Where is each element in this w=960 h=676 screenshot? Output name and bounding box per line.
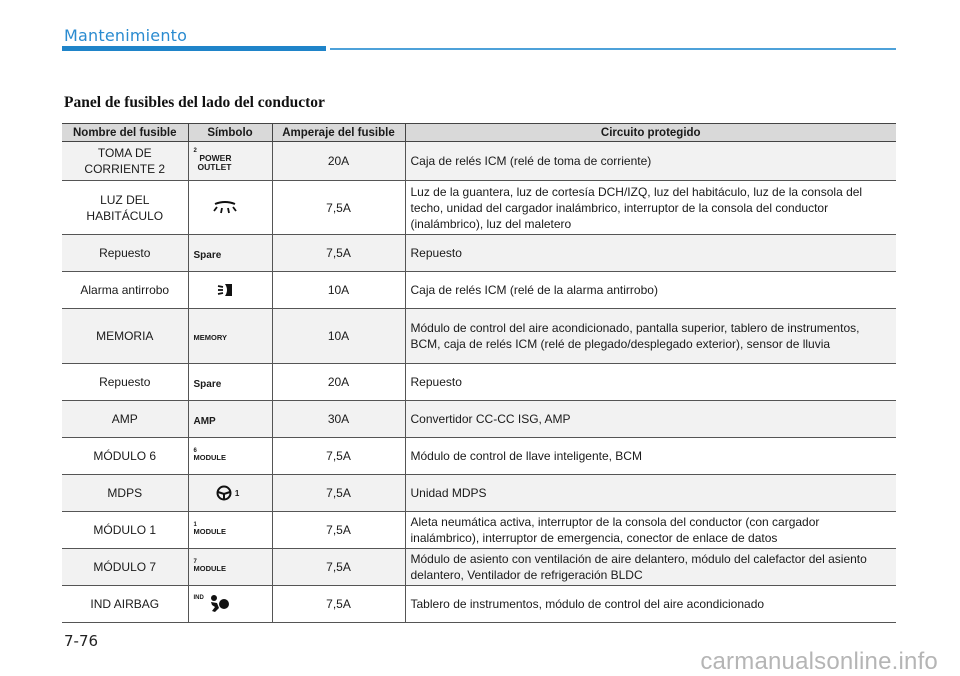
fuse-symbol xyxy=(188,364,272,401)
power-outlet-symbol xyxy=(194,148,232,172)
table-row xyxy=(62,438,896,475)
table-row xyxy=(62,309,896,364)
fuse-circuit: Módulo de asiento con ventilación de aire delantero, módulo del calefactor del asiento delantero, Ventilador de refrigeración BLDC xyxy=(405,549,896,586)
fuse-circuit: Repuesto xyxy=(405,235,896,272)
symbol-superscript: 6 xyxy=(193,448,197,454)
fuse-circuit: Caja de relés ICM (relé de la alarma antirrobo) xyxy=(405,272,896,309)
table-row xyxy=(62,181,896,235)
column-header-symbol: Símbolo xyxy=(188,124,272,142)
fuse-amperage: 7,5A xyxy=(272,181,405,235)
airbag-indicator-icon xyxy=(207,594,231,614)
fuse-amperage: 7,5A xyxy=(272,438,405,475)
table-row xyxy=(62,475,896,512)
fuse-name: MÓDULO 6 xyxy=(62,438,188,475)
symbol-label: POWER OUTLET xyxy=(197,153,232,172)
fuse-symbol xyxy=(188,181,272,235)
fuse-name: IND AIRBAG xyxy=(62,586,188,623)
fuse-symbol xyxy=(188,512,272,549)
fuse-symbol xyxy=(188,475,272,512)
fuse-name: AMP xyxy=(62,401,188,438)
fuse-symbol xyxy=(188,586,272,623)
fuse-symbol xyxy=(188,309,272,364)
symbol-label: MEMORY xyxy=(193,333,227,342)
fuse-symbol xyxy=(188,438,272,475)
fuse-amperage: 7,5A xyxy=(272,512,405,549)
watermark: carmanualsonline.info xyxy=(700,648,938,675)
module-symbol xyxy=(194,448,227,462)
fuse-name: Alarma antirrobo xyxy=(62,272,188,309)
table-row xyxy=(62,272,896,309)
fuse-symbol xyxy=(188,142,272,181)
fuse-symbol xyxy=(188,272,272,309)
symbol-label: 1 xyxy=(234,488,240,498)
table-row xyxy=(62,364,896,401)
fuse-circuit: Repuesto xyxy=(405,364,896,401)
section-title: Mantenimiento xyxy=(64,26,188,45)
fuse-name: MEMORIA xyxy=(62,309,188,364)
symbol-superscript: IND xyxy=(193,595,204,601)
module-symbol xyxy=(194,559,227,573)
fuse-amperage: 10A xyxy=(272,272,405,309)
table-row xyxy=(62,586,896,623)
symbol-label: MODULE xyxy=(193,453,226,462)
fuse-name: MÓDULO 7 xyxy=(62,549,188,586)
fuse-name: TOMA DE CORRIENTE 2 xyxy=(62,142,188,181)
fuse-circuit: Luz de la guantera, luz de cortesía DCH/IZQ, luz del habitáculo, luz de la consola del techo, unidad del cargador inalámbrico, interruptor de la consola del conductor (inalámbrico), luz del maletero xyxy=(405,181,896,235)
table-header-row xyxy=(62,124,896,142)
column-header-amperage: Amperaje del fusible xyxy=(272,124,405,142)
fuse-symbol xyxy=(188,401,272,438)
fuse-circuit: Tablero de instrumentos, módulo de control del aire acondicionado xyxy=(405,586,896,623)
fuse-amperage: 20A xyxy=(272,142,405,181)
fuse-circuit: Módulo de control del aire acondicionado, pantalla superior, tablero de instrumentos, BCM, caja de relés ICM (relé de plegado/desplegado exterior), sensor de lluvia xyxy=(405,309,896,364)
symbol-superscript: 7 xyxy=(193,559,197,565)
table-row xyxy=(62,401,896,438)
symbol-label: MODULE xyxy=(193,527,226,536)
column-header-name: Nombre del fusible xyxy=(62,124,188,142)
fuse-amperage: 7,5A xyxy=(272,549,405,586)
symbol-label: MODULE xyxy=(193,564,226,573)
fuse-name: Repuesto xyxy=(62,235,188,272)
room-lamp-icon xyxy=(211,199,239,217)
fuse-amperage: 7,5A xyxy=(272,235,405,272)
fuse-symbol xyxy=(188,549,272,586)
fuse-symbol xyxy=(188,235,272,272)
fuse-circuit: Convertidor CC-CC ISG, AMP xyxy=(405,401,896,438)
column-header-circuit: Circuito protegido xyxy=(405,124,896,142)
page-number: 7-76 xyxy=(64,632,99,650)
fuse-name: Repuesto xyxy=(62,364,188,401)
page-heading: Panel de fusibles del lado del conductor xyxy=(64,94,325,111)
table-row xyxy=(62,142,896,181)
fuse-amperage: 10A xyxy=(272,309,405,364)
fuse-circuit: Caja de relés ICM (relé de toma de corriente) xyxy=(405,142,896,181)
fuse-name: LUZ DEL HABITÁCULO xyxy=(62,181,188,235)
header-rule-thin xyxy=(330,48,896,50)
fuse-amperage: 7,5A xyxy=(272,475,405,512)
header-rule-thick xyxy=(62,46,326,51)
fuse-amperage: 30A xyxy=(272,401,405,438)
fuse-name: MÓDULO 1 xyxy=(62,512,188,549)
fuse-table xyxy=(62,123,896,623)
module-symbol xyxy=(194,522,227,536)
table-row xyxy=(62,549,896,586)
fuse-name: MDPS xyxy=(62,475,188,512)
symbol-superscript: 2 xyxy=(193,148,197,154)
fuse-circuit: Módulo de control de llave inteligente, BCM xyxy=(405,438,896,475)
table-row xyxy=(62,235,896,272)
fuse-amperage: 20A xyxy=(272,364,405,401)
fuse-circuit: Unidad MDPS xyxy=(405,475,896,512)
symbol-label: Spare xyxy=(193,250,222,261)
fuse-circuit: Aleta neumática activa, interruptor de la consola del conductor (con cargador inalámbrico), interruptor de emergencia, conector de enlace de datos xyxy=(405,512,896,549)
symbol-label: AMP xyxy=(193,416,216,427)
table-row xyxy=(62,512,896,549)
steering-wheel-icon xyxy=(216,485,232,501)
symbol-label: Spare xyxy=(193,379,222,390)
fuse-amperage: 7,5A xyxy=(272,586,405,623)
symbol-superscript: 1 xyxy=(193,522,197,528)
alarm-horn-icon xyxy=(217,281,235,299)
